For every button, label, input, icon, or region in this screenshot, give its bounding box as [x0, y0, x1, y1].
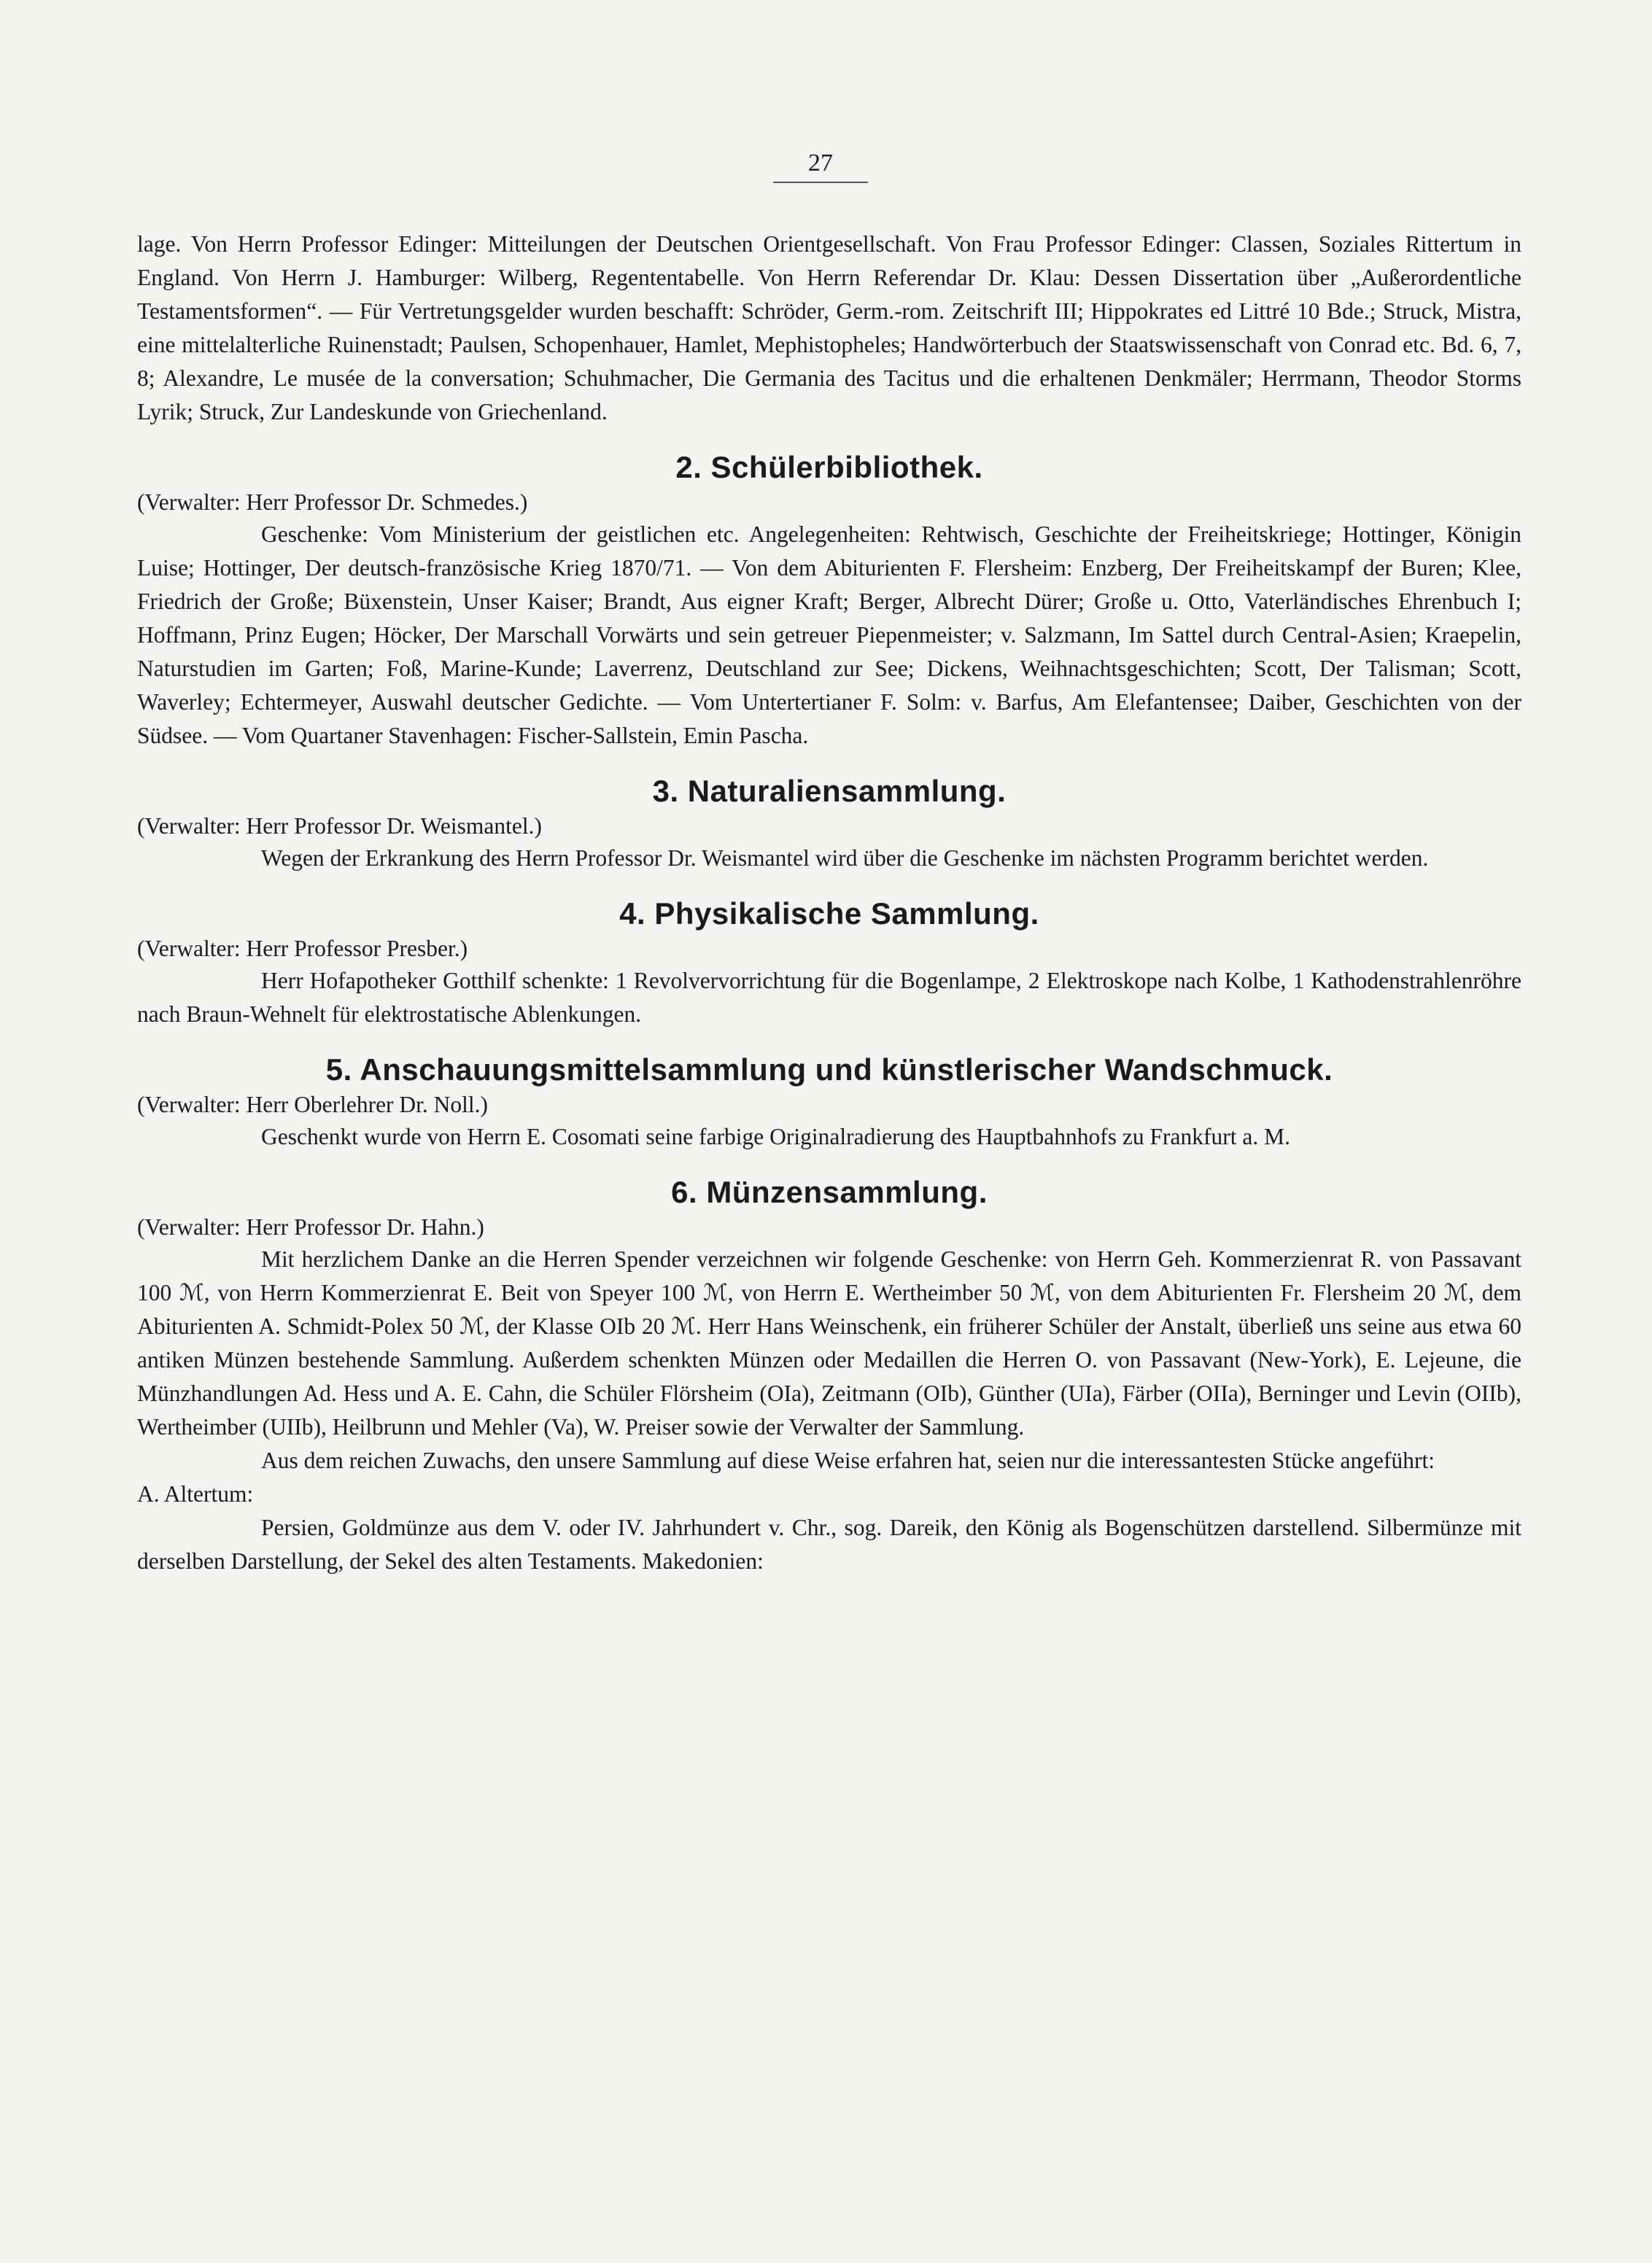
section-paragraph: Wegen der Erkrankung des Herrn Professor Dr. Weismantel wird über die Geschenke im nächsten Programm berichtet werden.	[261, 845, 1429, 871]
subheading-altertum: A. Altertum:	[137, 1481, 254, 1507]
section-muenzensammlung	[137, 1173, 1521, 1578]
page-content	[137, 228, 1521, 1578]
section-warden: (Verwalter: Herr Professor Dr. Hahn.)	[137, 1214, 484, 1240]
section-warden: (Verwalter: Herr Professor Presber.)	[137, 936, 468, 961]
section-heading: 6. Münzensammlung.	[671, 1175, 988, 1209]
section-paragraph: Herr Hofapotheker Gotthilf schenkte: 1 Revolvervorrichtung für die Bogenlampe, 2 Elektroskope nach Kolbe, 1 Kathodenstrahlenröhre nach Braun-Wehnelt für elektrostatische Ablenkungen.	[137, 968, 1521, 1027]
section-warden: (Verwalter: Herr Oberlehrer Dr. Noll.)	[137, 1092, 489, 1117]
section-heading: 5. Anschauungsmittelsammlung und künstlerischer Wandschmuck.	[325, 1052, 1333, 1087]
section-heading: 4. Physikalische Sammlung.	[619, 896, 1039, 931]
section-naturaliensammlung	[137, 772, 1521, 875]
section-warden: (Verwalter: Herr Professor Dr. Weismantel.)	[137, 813, 542, 839]
section-paragraph: Geschenke: Vom Ministerium der geistlichen etc. Angelegenheiten: Rehtwisch, Geschichte der Freiheitskriege; Hottinger, Königin Luise; Hottinger, Der deutsch-französische Krieg 1870/71. — Von dem Abiturienten F. Flersheim: Enzberg, Der Freiheitskampf der Buren; Klee, Friedrich der Große; Büxenstein, Unser Kaiser; Brandt, Aus eigner Kraft; Berger, Albrecht Dürer; Große u. Otto, Vaterländisches Ehrenbuch I; Hoffmann, Prinz Eugen; Höcker, Der Marschall Vorwärts und sein getreuer Piepenmeister; v. Salzmann, Im Sattel durch Central-Asien; Kraepelin, Naturstudien im Garten; Foß, Marine-Kunde; Laverrenz, Deutschland zur See; Dickens, Weihnachtsgeschichten; Scott, Der Talisman; Scott, Waverley; Echtermeyer, Auswahl deutscher Gedichte. — Vom Untertertianer F. Solm: v. Barfus, Am Elefantensee; Daiber, Geschichten von der Südsee. — Vom Quartaner Stavenhagen: Fischer-Sallstein, Emin Pascha.	[137, 521, 1521, 748]
section-warden: (Verwalter: Herr Professor Dr. Schmedes.)	[137, 489, 528, 515]
section-paragraph: Geschenkt wurde von Herrn E. Cosomati seine farbige Originalradierung des Hauptbahnhofs zu Frankfurt a. M.	[261, 1124, 1290, 1149]
section-paragraph: Persien, Goldmünze aus dem V. oder IV. Jahrhundert v. Chr., sog. Dareik, den König als Bogenschützen darstellend. Silbermünze mit derselben Darstellung, der Sekel des alten Testaments. Makedonien:	[137, 1515, 1521, 1574]
section-heading: 3. Naturaliensammlung.	[652, 774, 1007, 808]
section-physikalische-sammlung	[137, 894, 1521, 1031]
section-paragraph: Mit herzlichem Danke an die Herren Spender verzeichnen wir folgende Geschenke: von Herrn Geh. Kommerzienrat R. von Passavant 100 ℳ, von Herrn Kommerzienrat E. Beit von Speyer 100 ℳ, von Herrn E. Wertheimber 50 ℳ, von dem Abiturienten Fr. Flersheim 20 ℳ, dem Abiturienten A. Schmidt-Polex 50 ℳ, der Klasse OIb 20 ℳ. Herr Hans Weinschenk, ein früherer Schüler der Anstalt, überließ uns seine aus etwa 60 antiken Münzen bestehende Sammlung. Außerdem schenkten Münzen oder Medaillen die Herren O. von Passavant (New-York), E. Lejeune, die Münzhandlungen Ad. Hess und A. E. Cahn, die Schüler Flörsheim (OIa), Zeitmann (OIb), Günther (UIa), Färber (OIIa), Berninger und Levin (OIIb), Wertheimber (UIIb), Heilbrunn und Mehler (Va), W. Preiser sowie der Verwalter der Sammlung.	[137, 1246, 1521, 1440]
page-number: 27	[773, 150, 868, 183]
section-schuelerbibliothek	[137, 448, 1521, 753]
section-paragraph: Aus dem reichen Zuwachs, den unsere Sammlung auf diese Weise erfahren hat, seien nur die interessantesten Stücke angeführt:	[261, 1448, 1435, 1473]
intro-paragraph: lage. Von Herrn Professor Edinger: Mitteilungen der Deutschen Orientgesellschaft. Von Frau Professor Edinger: Classen, Soziales Rittertum in England. Von Herrn J. Hamburger: Wilberg, Regententabelle. Von Herrn Referendar Dr. Klau: Dessen Dissertation über „Außerordentliche Testamentsformen“. — Für Vertretungsgelder wurden beschafft: Schröder, Germ.-rom. Zeitschrift III; Hippokrates ed Littré 10 Bde.; Struck, Mistra, eine mittelalterliche Ruinenstadt; Paulsen, Schopenhauer, Hamlet, Mephistopheles; Handwörterbuch der Staatswissenschaft von Conrad etc. Bd. 6, 7, 8; Alexandre, Le musée de la conversation; Schuhmacher, Die Germania des Tacitus und die erhaltenen Denkmäler; Herrmann, Theodor Storms Lyrik; Struck, Zur Landeskunde von Griechenland.	[137, 231, 1521, 424]
section-heading: 2. Schülerbibliothek.	[675, 450, 983, 484]
section-anschauungsmittelsammlung	[137, 1050, 1521, 1154]
